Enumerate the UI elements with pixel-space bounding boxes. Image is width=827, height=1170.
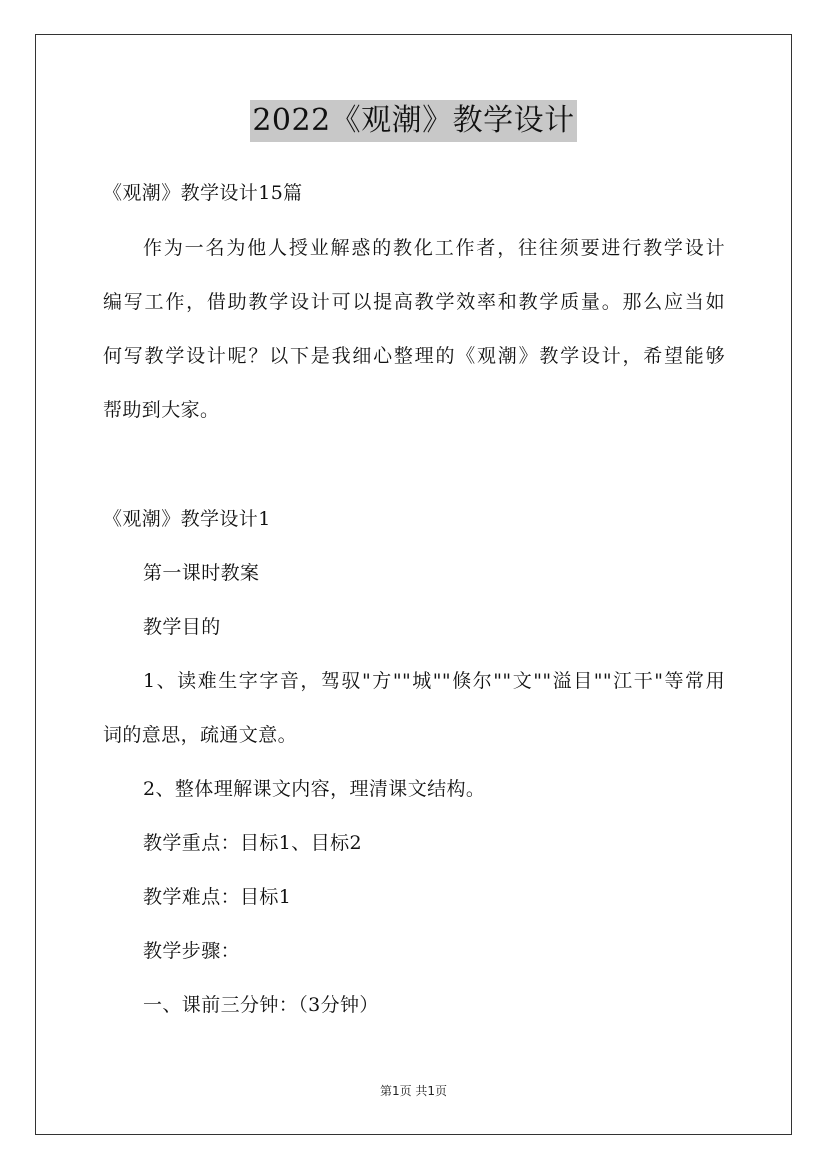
intro-line-1[interactable]: 作为一名为他人授业解惑的教化工作者，往往须要进行教学设计 <box>143 237 725 259</box>
intro-line-2[interactable]: 编写工作，借助教学设计可以提高教学效率和教学质量。那么应当如 <box>103 291 725 313</box>
lesson-heading[interactable]: 第一课时教案 <box>143 562 260 584</box>
goal-heading[interactable]: 教学目的 <box>143 616 221 638</box>
difficulty[interactable]: 教学难点：目标1 <box>143 886 292 908</box>
goal-2[interactable]: 2、整体理解课文内容，理清课文结构。 <box>143 778 486 800</box>
document-title-container <box>0 100 827 142</box>
intro-line-3[interactable]: 何写教学设计呢？以下是我细心整理的《观潮》教学设计，希望能够 <box>103 345 725 367</box>
goal-1-line-1[interactable]: 1、读难生字字音，驾驭"方""城""倏尔""文""溢目""江干"等常用 <box>143 670 725 692</box>
key-point[interactable]: 教学重点：目标1、目标2 <box>143 832 362 854</box>
document-title[interactable]: 2022《观潮》教学设计 <box>250 100 576 142</box>
section-heading[interactable]: 《观潮》教学设计1 <box>103 508 271 530</box>
step-1[interactable]: 一、课前三分钟：（3分钟） <box>143 994 379 1016</box>
page-footer: 第1页 共1页 <box>379 1084 448 1098</box>
goal-1-line-2[interactable]: 词的意思，疏通文意。 <box>103 724 298 746</box>
steps-heading[interactable]: 教学步骤： <box>143 940 241 962</box>
document-subtitle[interactable]: 《观潮》教学设计15篇 <box>103 182 303 204</box>
intro-line-4[interactable]: 帮助到大家。 <box>103 399 220 421</box>
